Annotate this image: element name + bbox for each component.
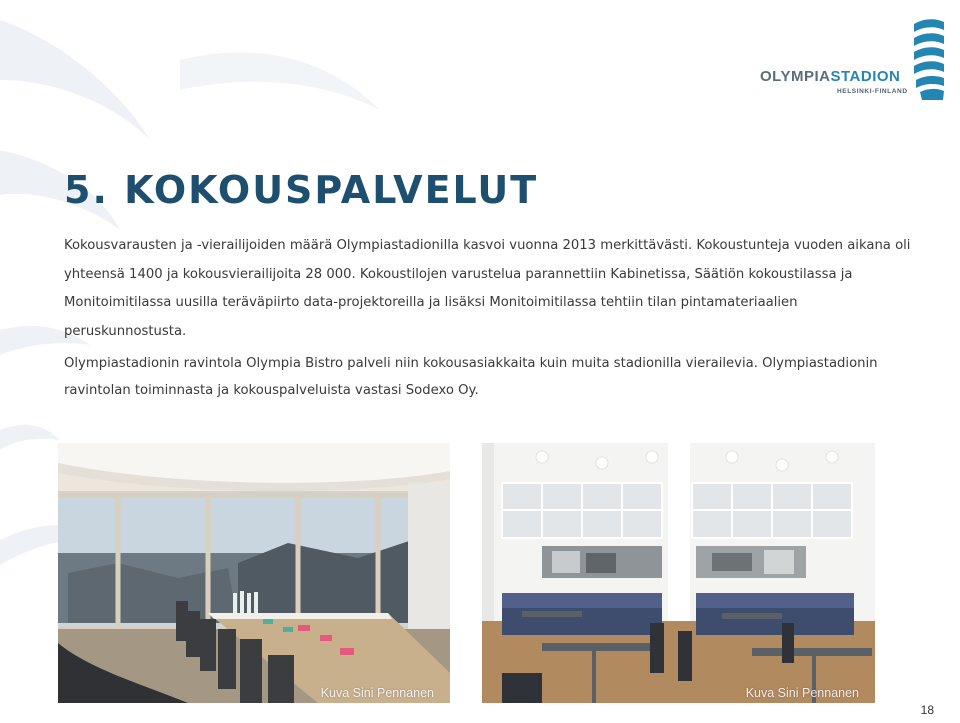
logo-wordmark [760,68,900,85]
bistro-photo [482,443,875,703]
body-text [64,232,914,404]
logo-subtitle: HELSINKI-FINLAND [837,88,908,95]
page-number: 18 [920,703,934,717]
stadium-tower-logo-icon [910,18,946,102]
paragraph-2: Olympiastadionin ravintola Olympia Bistro palveli niin kokousasiakkaita kuin muita stadionilla vierailevia. Olympiastadionin ravintolan toiminnasta ja kokouspalveluista vastasi Sodexo Oy. [64,356,878,398]
olympiastadion-logo [760,18,950,108]
logo-name-part1: OLYMPIA [760,68,831,85]
logo-name-part2: STADION [830,68,901,85]
page-title: 5. KOKOUSPALVELUT [64,168,539,212]
photo-credit-2: Kuva Sini Pennanen [745,686,859,700]
bistro-photo-illustration [482,443,875,703]
paragraph-1: Kokousvarausten ja -vierailijoiden määrä Olympiastadionilla kasvoi vuonna 2013 merkittävästi. Kokoustunteja vuoden aikana oli yhteensä 1400 ja kokousvierailijoita 28 000. Kokoustilojen varustelua parannettiin Kabinetissa, Säätiön kokoustilassa ja Monitoimitilassa uusilla teräväpiirto data-projektoreilla ja lisäksi Monitoimitilassa tehtiin tilan pintamateriaalien peruskunnostusta. [64,238,911,339]
photo-credit-1: Kuva Sini Pennanen [320,686,434,700]
meeting-room-photo [58,443,450,703]
meeting-room-photo-illustration [58,443,450,703]
